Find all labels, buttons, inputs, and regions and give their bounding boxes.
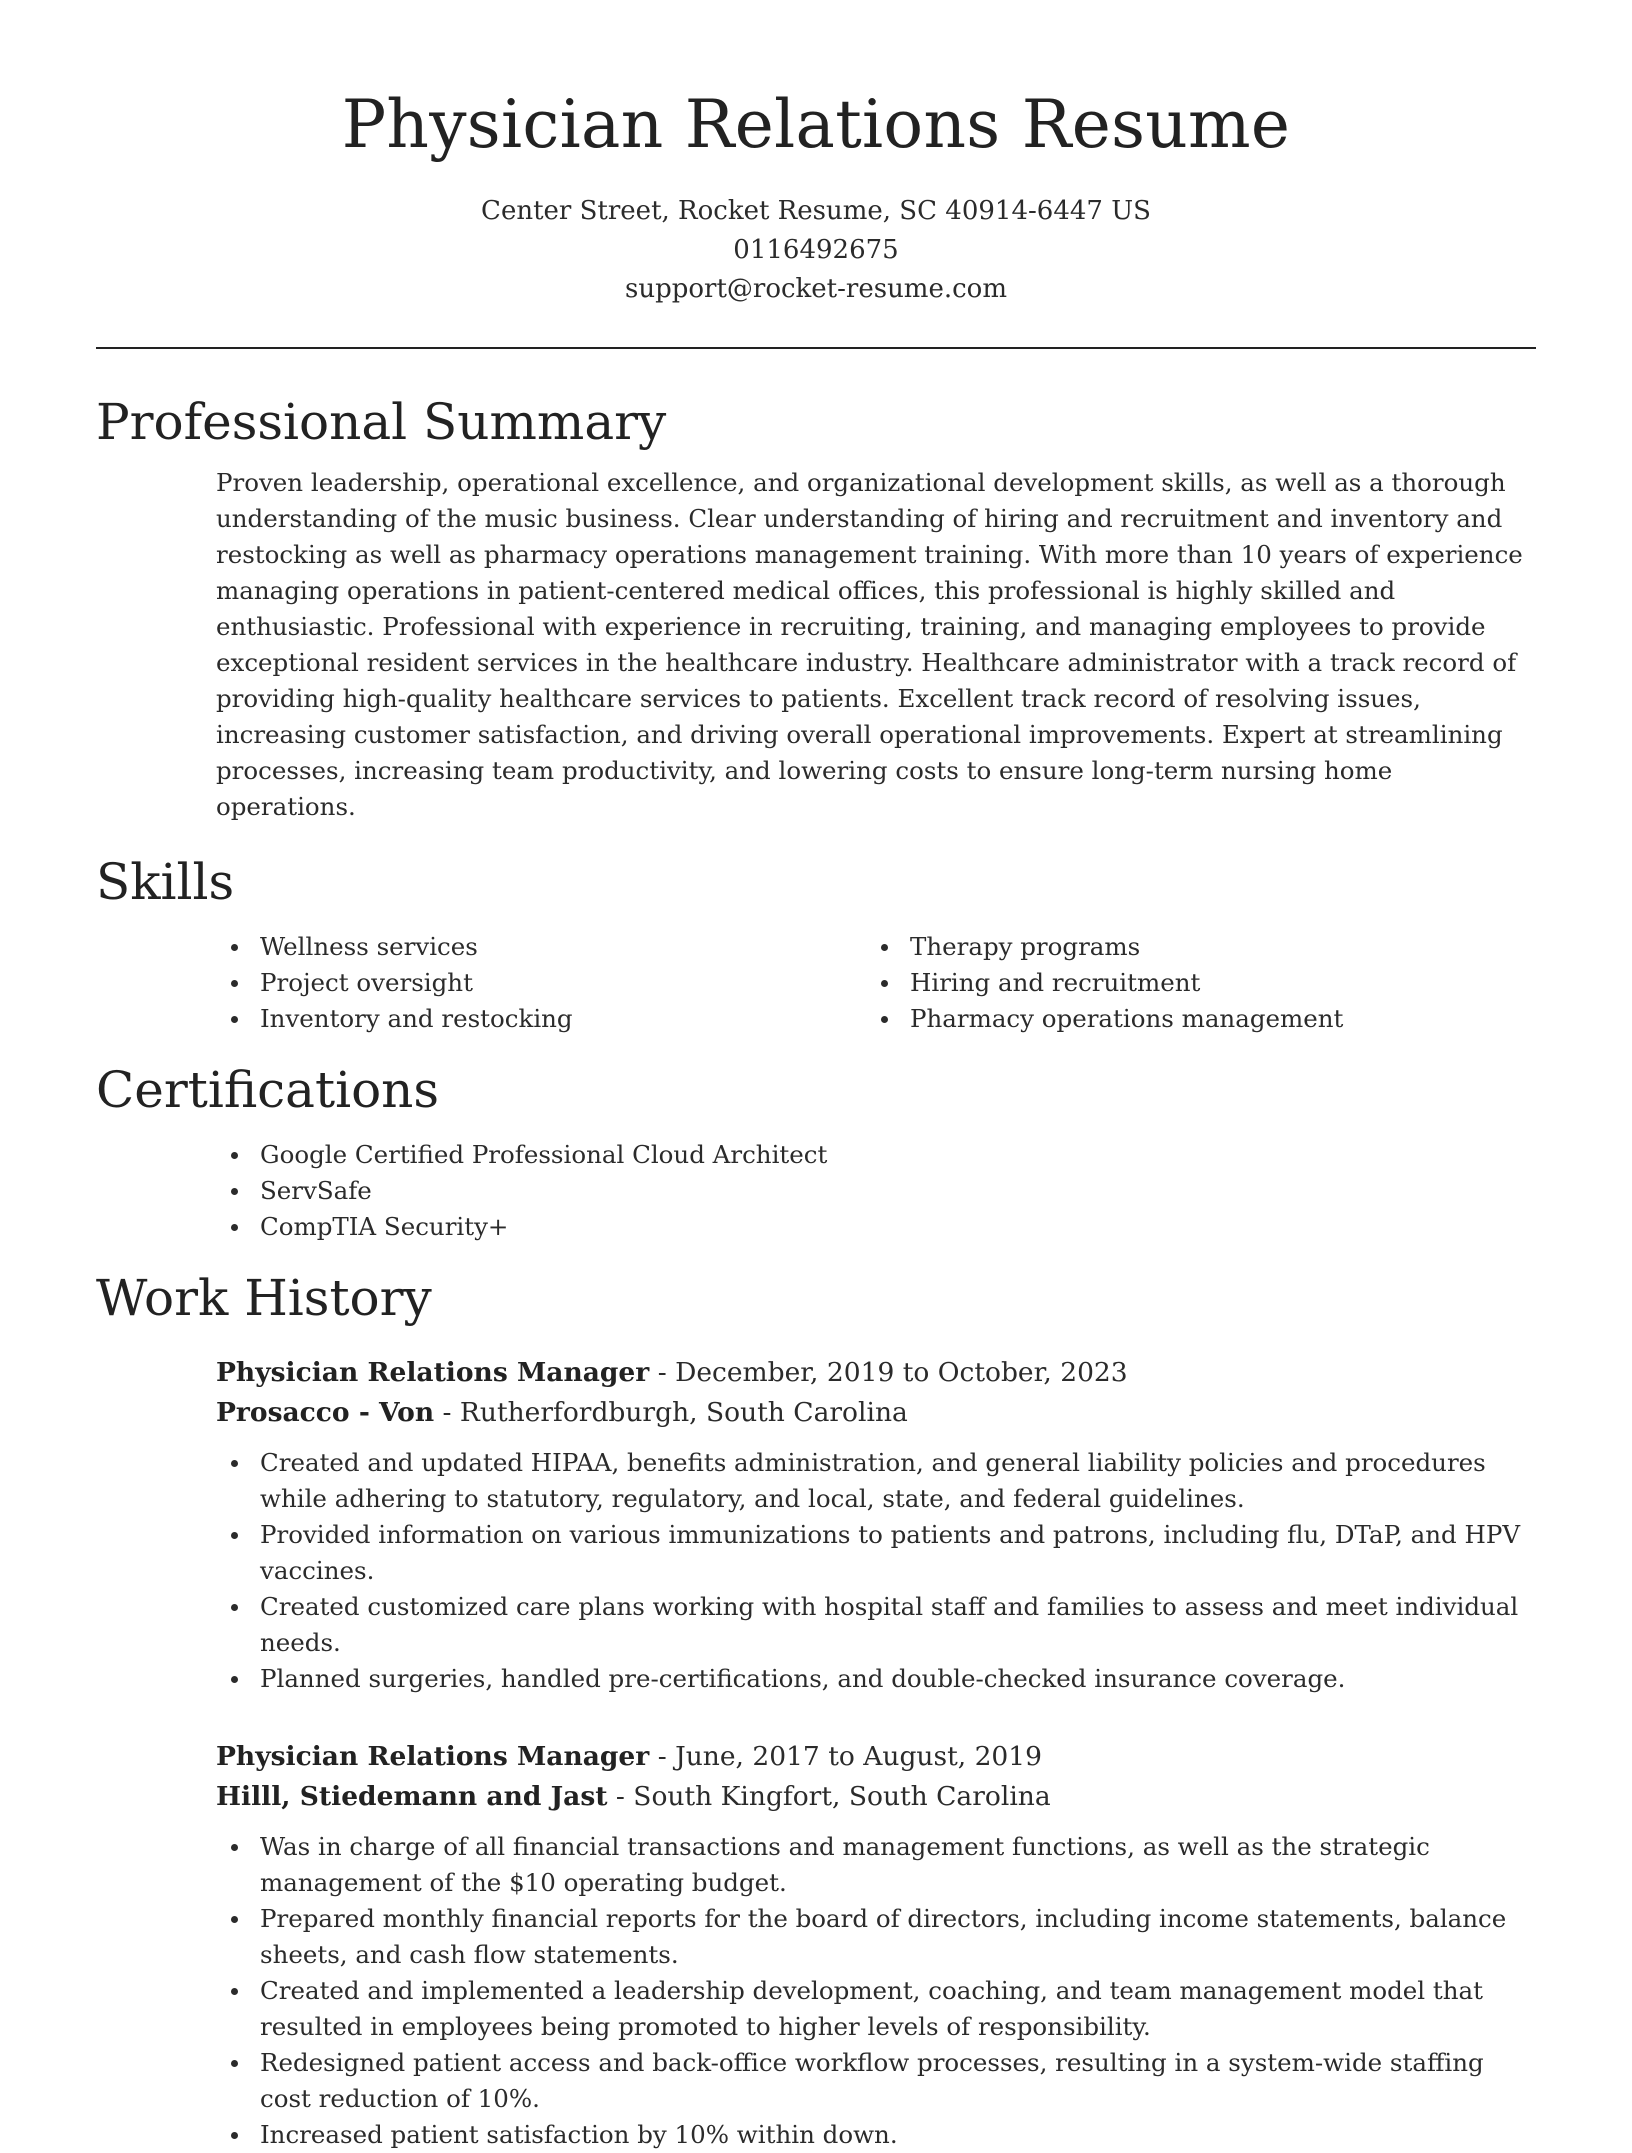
job-entry bbox=[216, 1737, 1536, 2153]
list-item: Inventory and restocking bbox=[216, 1001, 866, 1037]
resume-header bbox=[96, 0, 1536, 309]
work-history-heading: Work History bbox=[96, 1269, 432, 1327]
summary-section bbox=[96, 389, 1536, 825]
list-item: Prepared monthly financial reports for the board of directors, including income statements, balance sheets, and cash flow statements. bbox=[216, 1901, 1536, 1973]
contact-address: Center Street, Rocket Resume, SC 40914-6447 US bbox=[481, 196, 1151, 226]
resume-title: Physician Relations Resume bbox=[341, 86, 1291, 163]
job-location: - South Kingfort, South Carolina bbox=[607, 1781, 1051, 1812]
job-role: Physician Relations Manager bbox=[216, 1741, 650, 1772]
job-company: Prosacco - Von bbox=[216, 1397, 435, 1428]
list-item: Increased patient satisfaction by 10% within down. bbox=[216, 2117, 1536, 2153]
list-item: ServSafe bbox=[216, 1173, 1536, 1209]
list-item: Planned surgeries, handled pre-certifications, and double-checked insurance coverage. bbox=[216, 1661, 1536, 1697]
job-company: Hilll, Stiedemann and Jast bbox=[216, 1781, 608, 1812]
work-history-section bbox=[96, 1265, 1536, 2153]
list-item: Hiring and recruitment bbox=[866, 965, 1516, 1001]
job-dates: - June, 2017 to August, 2019 bbox=[649, 1741, 1043, 1772]
list-item: Google Certified Professional Cloud Architect bbox=[216, 1137, 1536, 1173]
list-item: Pharmacy operations management bbox=[866, 1001, 1516, 1037]
list-item: Created and implemented a leadership development, coaching, and team management model that resulted in employees being promoted to higher levels of responsibility. bbox=[216, 1973, 1536, 2045]
contact-email: support@rocket-resume.com bbox=[624, 274, 1007, 304]
summary-text: Proven leadership, operational excellence, and organizational development skills, as well as a thorough understanding of the music business. Clear understanding of hiring and recruitment and inventory and restocking as well as pharmacy operations management training. With more than 10 years of experience managing operations in patient-centered medical offices, this professional is highly skilled and enthusiastic. Professional with experience in recruiting, training, and managing employees to provide exceptional resident services in the healthcare industry. Healthcare administrator with a track record of providing high-quality healthcare services to patients. Excellent track record of resolving issues, increasing customer satisfaction, and driving overall operational improvements. Expert at streamlining processes, increasing team productivity, and lowering costs to ensure long-term nursing home operations. bbox=[216, 468, 1523, 821]
list-item: Created and updated HIPAA, benefits administration, and general liability policies and procedures while adhering to statutory, regulatory, and local, state, and federal guidelines. bbox=[216, 1445, 1536, 1517]
skills-list-left bbox=[216, 929, 866, 1037]
contact-phone: 0116492675 bbox=[733, 235, 899, 265]
job-dates: - December, 2019 to October, 2023 bbox=[649, 1357, 1128, 1388]
job-company-line bbox=[216, 1777, 1536, 1817]
certifications-heading: Certifications bbox=[96, 1061, 440, 1119]
certifications-section bbox=[96, 1057, 1536, 1245]
header-divider bbox=[96, 347, 1536, 349]
job-company-line bbox=[216, 1393, 1536, 1433]
contact-info bbox=[96, 192, 1536, 309]
job-location: - Rutherfordburgh, South Carolina bbox=[434, 1397, 908, 1428]
skills-grid bbox=[216, 929, 1536, 1037]
job-duties-list bbox=[216, 1829, 1536, 2153]
list-item: CompTIA Security+ bbox=[216, 1209, 1536, 1245]
summary-heading: Professional Summary bbox=[96, 393, 667, 451]
list-item: Was in charge of all financial transactions and management functions, as well as the strategic management of the $10 operating budget. bbox=[216, 1829, 1536, 1901]
skills-list-right bbox=[866, 929, 1516, 1037]
list-item: Created customized care plans working with hospital staff and families to assess and meet individual needs. bbox=[216, 1589, 1536, 1661]
skills-section bbox=[96, 849, 1536, 1037]
certifications-list bbox=[216, 1137, 1536, 1245]
resume-page bbox=[96, 0, 1536, 2153]
job-duties-list bbox=[216, 1445, 1536, 1697]
list-item: Therapy programs bbox=[866, 929, 1516, 965]
skills-heading: Skills bbox=[96, 853, 235, 911]
list-item: Provided information on various immunizations to patients and patrons, including flu, DTaP, and HPV vaccines. bbox=[216, 1517, 1536, 1589]
list-item: Wellness services bbox=[216, 929, 866, 965]
list-item: Project oversight bbox=[216, 965, 866, 1001]
job-entry bbox=[216, 1353, 1536, 1697]
job-title-line bbox=[216, 1353, 1536, 1393]
job-title-line bbox=[216, 1737, 1536, 1777]
list-item: Redesigned patient access and back-office workflow processes, resulting in a system-wide staffing cost reduction of 10%. bbox=[216, 2045, 1536, 2117]
job-role: Physician Relations Manager bbox=[216, 1357, 650, 1388]
